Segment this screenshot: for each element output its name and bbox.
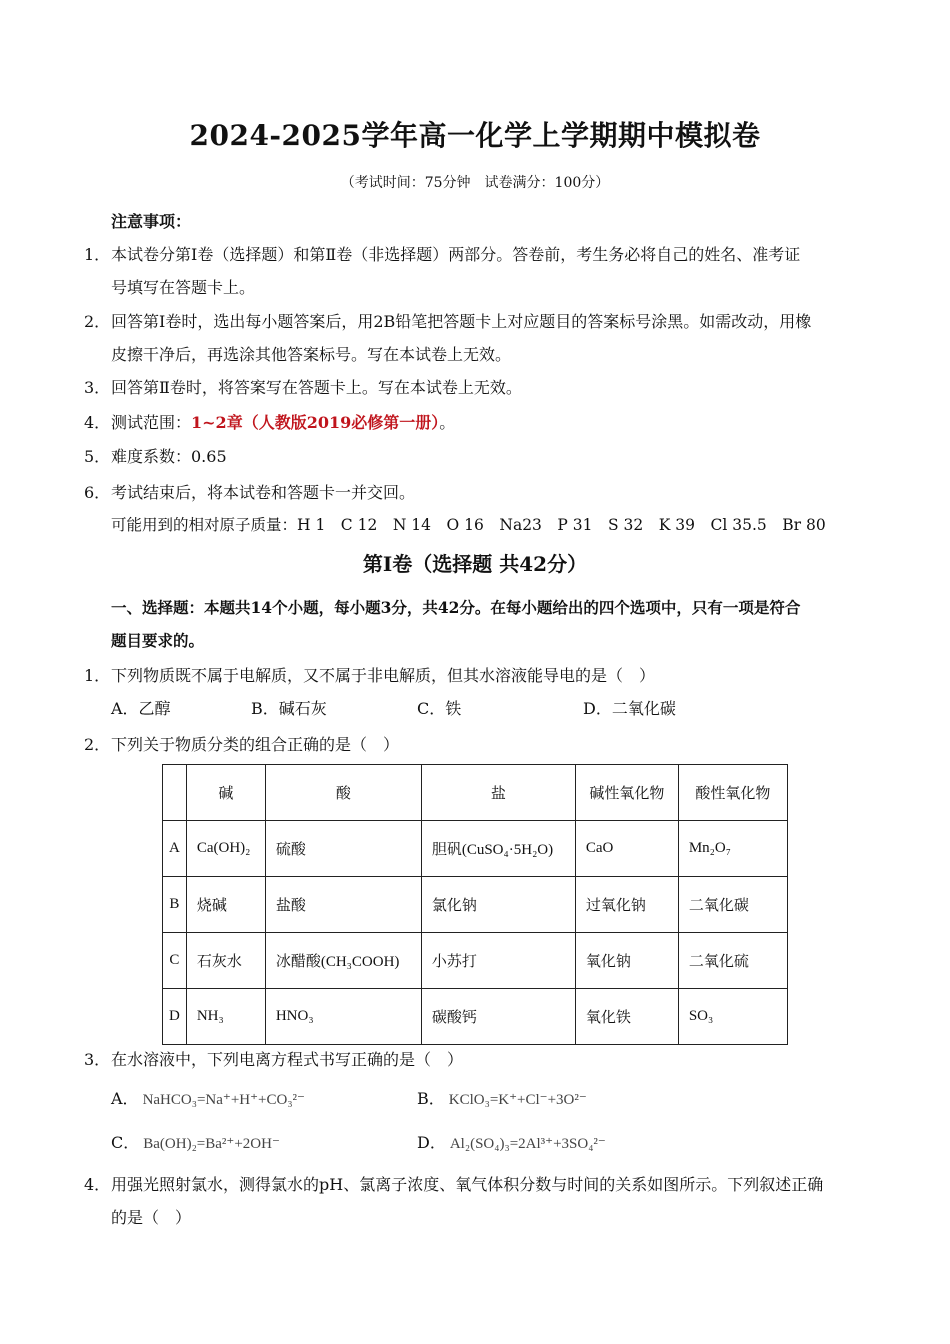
table-header-cell: 碱 xyxy=(186,765,265,821)
q1-option-a[interactable]: A．乙醇 xyxy=(111,699,171,718)
table-cell: Mn₂O₇ xyxy=(678,821,787,877)
q1-option-c[interactable]: C．铁 xyxy=(417,699,462,718)
table-cell: 二氧化硫 xyxy=(678,933,787,989)
table-cell: CaO xyxy=(575,821,678,877)
table-row xyxy=(163,989,788,1045)
note-2-line2: 皮擦干净后，再选涂其他答案标号。写在本试卷上无效。 xyxy=(111,345,512,364)
note-4-num: 4． xyxy=(84,413,111,432)
q1-option-d[interactable]: D．二氧化碳 xyxy=(583,699,676,718)
q4-num: 4． xyxy=(84,1175,111,1194)
table-cell: 碳酸钙 xyxy=(421,989,575,1045)
table-row xyxy=(163,877,788,933)
table-cell: 氯化钠 xyxy=(421,877,575,933)
q4-line2: 的是（ ） xyxy=(111,1208,192,1227)
table-cell: NH₃ xyxy=(186,989,265,1045)
note-6-line1: 考试结束后，将本试卷和答题卡一并交回。 xyxy=(111,483,416,502)
q2-stem: 下列关于物质分类的组合正确的是（ ） xyxy=(111,735,400,754)
q3-option-d-label: D． xyxy=(417,1133,446,1152)
exam-subtitle: （考试时间：75分钟 试卷满分：100分） xyxy=(340,175,610,191)
table-header-cell: 盐 xyxy=(421,765,575,821)
note-1-line1: 本试卷分第Ⅰ卷（选择题）和第Ⅱ卷（非选择题）两部分。答卷前，考生务必将自己的姓名、准考证 xyxy=(111,245,801,264)
q3-option-b-equation: KClO₃=K⁺+Cl⁻+3O²⁻ xyxy=(448,1092,587,1108)
table-cell: SO₃ xyxy=(678,989,787,1045)
table-cell: 二氧化碳 xyxy=(678,877,787,933)
note-1-line2: 号填写在答题卡上。 xyxy=(111,278,256,297)
table-cell: 石灰水 xyxy=(186,933,265,989)
q1-num: 1． xyxy=(84,666,111,685)
note-2-line1: 回答第Ⅰ卷时，选出每小题答案后，用2B铅笔把答题卡上对应题目的答案标号涂黑。如需改动，用橡 xyxy=(111,312,812,331)
table-cell: 烧碱 xyxy=(186,877,265,933)
q1-stem: 下列物质既不属于电解质，又不属于非电解质，但其水溶液能导电的是（ ） xyxy=(111,666,656,685)
table-header-cell: 碱性氧化物 xyxy=(575,765,678,821)
table-header-cell: 酸 xyxy=(265,765,421,821)
q3-option-c[interactable] xyxy=(111,1130,280,1153)
q4-line1: 用强光照射氯水，测得氯水的pH、氯离子浓度、氧气体积分数与时间的关系如图所示。下列叙述正确 xyxy=(111,1175,824,1194)
q3-stem: 在水溶液中，下列电离方程式书写正确的是（ ） xyxy=(111,1050,464,1069)
table-row xyxy=(163,933,788,989)
notes-heading: 注意事项： xyxy=(111,212,192,231)
table-cell: HNO₃ xyxy=(265,989,421,1045)
section-intro-line2: 题目要求的。 xyxy=(111,631,205,650)
note-4-suffix: 。 xyxy=(439,413,456,432)
section-title: 第Ⅰ卷（选择题 共42分） xyxy=(362,552,588,576)
table-cell: 过氧化钠 xyxy=(575,877,678,933)
note-2-num: 2． xyxy=(84,312,111,331)
note-3-num: 3． xyxy=(84,378,111,397)
table-header-cell xyxy=(163,765,187,821)
q3-num: 3． xyxy=(84,1050,111,1069)
q3-option-a-equation: NaHCO₃=Na⁺+H⁺+CO₃²⁻ xyxy=(142,1092,305,1108)
q3-option-d[interactable] xyxy=(417,1130,606,1153)
table-cell: B xyxy=(163,877,187,933)
table-cell: A xyxy=(163,821,187,877)
q3-option-d-equation: Al₂(SO₄)₃=2Al³⁺+3SO₄²⁻ xyxy=(449,1136,606,1152)
q1-option-b[interactable]: B．碱石灰 xyxy=(251,699,327,718)
table-header-row xyxy=(163,765,788,821)
table-cell: 硫酸 xyxy=(265,821,421,877)
test-range-highlight: 1~2章（人教版2019必修第一册） xyxy=(191,413,440,432)
table-cell: 胆矾(CuSO₄·5H₂O) xyxy=(421,821,575,877)
table-cell: 氧化钠 xyxy=(575,933,678,989)
table-row xyxy=(163,821,788,877)
table-cell: 小苏打 xyxy=(421,933,575,989)
q3-option-c-equation: Ba(OH)₂=Ba²⁺+2OH⁻ xyxy=(143,1136,280,1152)
table-cell: C xyxy=(163,933,187,989)
note-6-num: 6． xyxy=(84,483,111,502)
note-4-line xyxy=(111,410,455,433)
note-1-num: 1． xyxy=(84,245,111,264)
table-header-cell: 酸性氧化物 xyxy=(678,765,787,821)
table-cell: 氧化铁 xyxy=(575,989,678,1045)
classification-table xyxy=(162,764,788,1045)
q3-option-a-label: A． xyxy=(111,1089,139,1108)
note-3-line1: 回答第Ⅱ卷时，将答案写在答题卡上。写在本试卷上无效。 xyxy=(111,378,522,397)
table-cell: D xyxy=(163,989,187,1045)
exam-title: 2024-2025学年高一化学上学期期中模拟卷 xyxy=(189,119,761,152)
table-cell: Ca(OH)₂ xyxy=(186,821,265,877)
note-4-prefix: 测试范围： xyxy=(111,413,192,432)
table-cell: 冰醋酸(CH₃COOH) xyxy=(265,933,421,989)
atomic-masses: 可能用到的相对原子质量：H 1 C 12 N 14 O 16 Na23 P 31 S 32 K 39 Cl 35.5 Br 80 xyxy=(111,516,826,534)
q3-option-b-label: B． xyxy=(417,1089,445,1108)
note-5-num: 5． xyxy=(84,447,111,466)
q3-option-a[interactable] xyxy=(111,1086,305,1109)
q2-num: 2． xyxy=(84,735,111,754)
section-intro-line1: 一、选择题：本题共14个小题，每小题3分，共42分。在每小题给出的四个选项中，只有一项是符合 xyxy=(111,598,801,617)
q3-option-c-label: C． xyxy=(111,1133,140,1152)
q3-option-b[interactable] xyxy=(417,1086,587,1109)
note-5-line1: 难度系数：0.65 xyxy=(111,447,227,466)
table-cell: 盐酸 xyxy=(265,877,421,933)
